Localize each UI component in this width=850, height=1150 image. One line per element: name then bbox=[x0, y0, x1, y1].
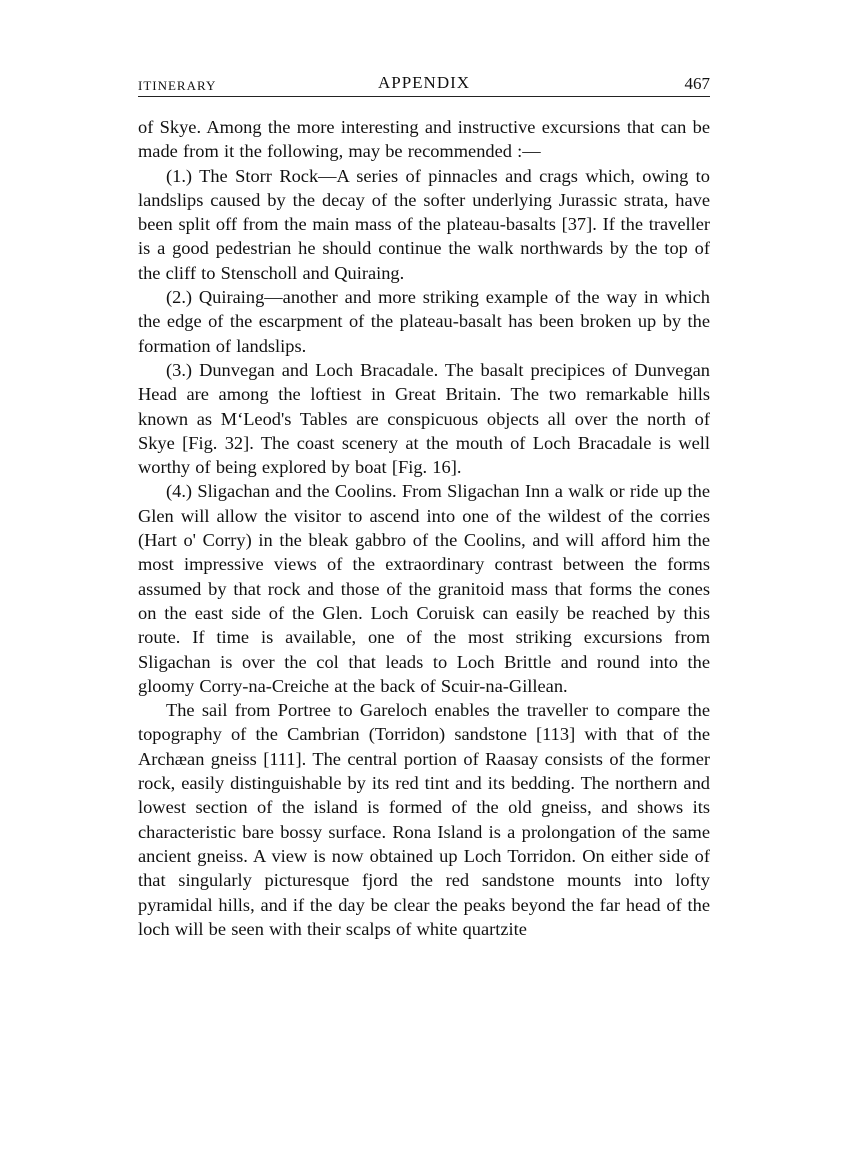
paragraph-dunvegan: (3.) Dunvegan and Loch Bracadale. The basalt precipices of Dunvegan Head are among the loftiest in Great Britain. The two remarkable hills known as M‘Leod's Tables are conspicuous objects all over the north of Skye [Fig. 32]. The coast scenery at the mouth of Loch Bracadale is well worthy of being explored by boat [Fig. 16]. bbox=[138, 359, 710, 478]
paragraph-quiraing: (2.) Quiraing—another and more striking example of the way in which the edge of the escarpment of the plateau-basalt has been broken up by the formation of landslips. bbox=[138, 287, 710, 356]
paragraph-continuation: of Skye. Among the more interesting and instructive excursions that can be made from it the following, may be recommended :— bbox=[138, 117, 710, 162]
body-text bbox=[138, 115, 710, 941]
chapter-title: APPENDIX bbox=[377, 73, 471, 92]
page-number: 467 bbox=[684, 74, 710, 93]
section-title: ITINERARY bbox=[138, 78, 217, 93]
paragraph-portree-gareloch: The sail from Portree to Gareloch enables the traveller to compare the topography of the Cambrian (Torridon) sandstone [113] with that of the Archæan gneiss [111]. The central portion of Raasay consists of the former rock, easily distinguishable by its red tint and its bedding. The northern and lowest section of the island is formed of the old gneiss, and shows its characteristic bare bossy surface. Rona Island is a prolongation of the same ancient gneiss. A view is now obtained up Loch Torridon. On either side of that singularly picturesque fjord the red sandstone mounts into lofty pyramidal hills, and if the day be clear the peaks beyond the far head of the loch will be seen with their scalps of white quartzite bbox=[138, 700, 710, 939]
running-head bbox=[138, 70, 710, 97]
paragraph-sligachan: (4.) Sligachan and the Coolins. From Sligachan Inn a walk or ride up the Glen will allow the visitor to ascend into one of the wildest of the corries (Hart o' Corry) in the bleak gabbro of the Coolins, and will afford him the most impressive views of the extraordinary contrast between the forms assumed by that rock and those of the granitoid mass that forms the cones on the east side of the Glen. Loch Coruisk can easily be reached by this route. If time is available, one of the most striking excursions from Sligachan is over the col that leads to Loch Brittle and round into the gloomy Corry-na-Creiche at the back of Scuir-na-Gillean. bbox=[138, 481, 710, 696]
book-page bbox=[138, 70, 710, 941]
paragraph-storr-rock: (1.) The Storr Rock—A series of pinnacles and crags which, owing to landslips caused by the decay of the softer underlying Jurassic strata, have been split off from the main mass of the plateau-basalts [37]. If the traveller is a good pedestrian he should continue the walk northwards by the top of the cliff to Stenscholl and Quiraing. bbox=[138, 165, 710, 283]
